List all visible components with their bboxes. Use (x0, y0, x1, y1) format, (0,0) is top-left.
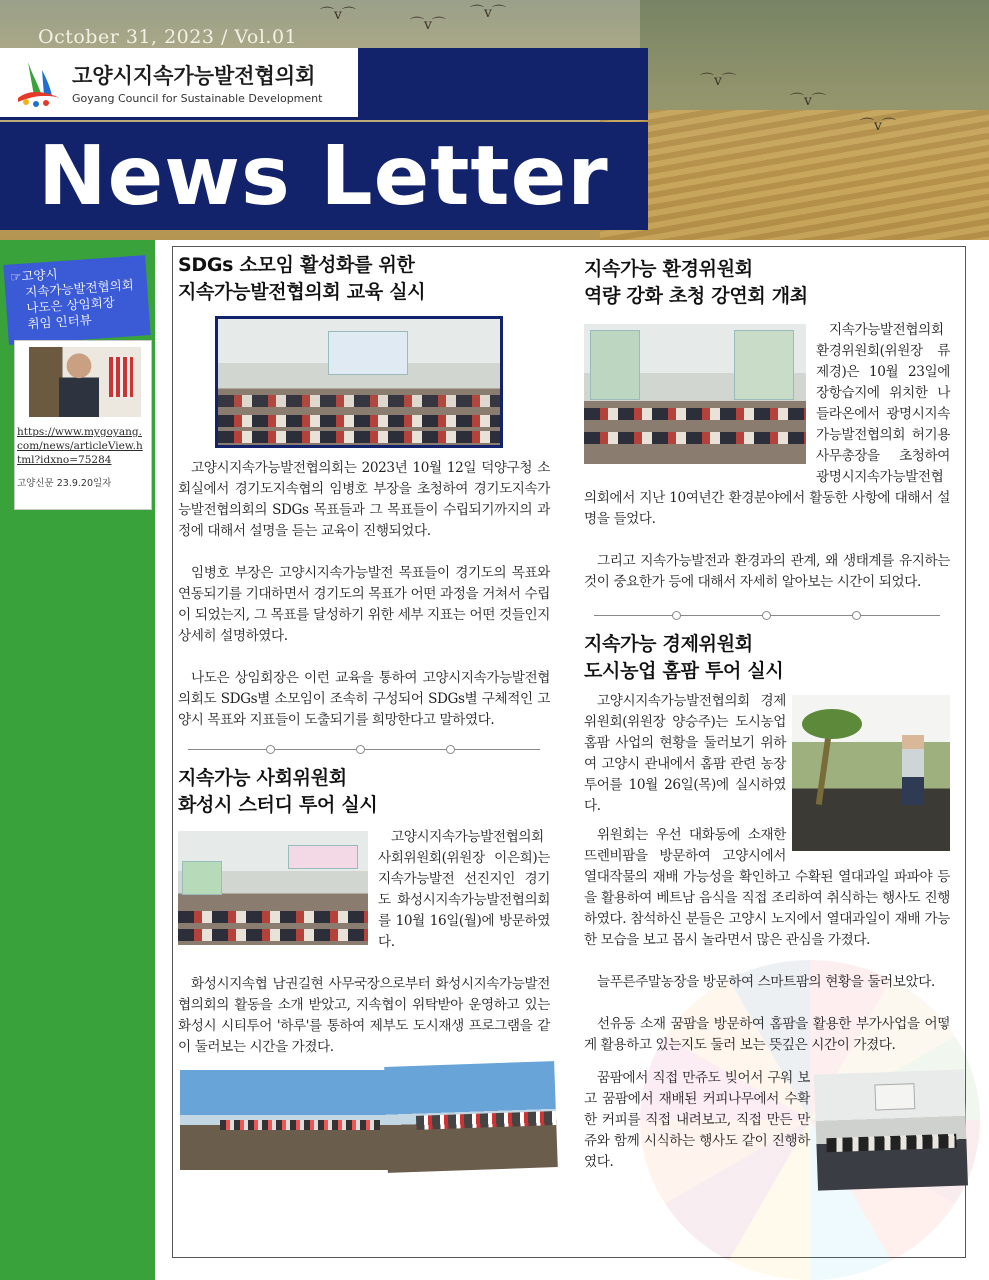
article-title (178, 252, 550, 306)
article-paragraph: 그리고 지속가능발전과 환경과의 관계, 왜 생태계를 유지하는 것이 중요한가 등에 대해서 자세히 알아보는 시간이 되었다. (584, 553, 950, 590)
article-paragraph: 늘푸른주말농장을 방문하여 스마트팜의 현황을 둘러보았다. (597, 974, 935, 990)
tag-line: 취임 인터뷰 (27, 312, 93, 332)
left-column (178, 252, 550, 1170)
article-title (584, 256, 950, 310)
interview-source: 고양신문 23.9.20일자 (17, 478, 112, 489)
article-paragraph: 꿈팜에서 직접 만쥬도 빚어서 구워 보고 꿈팜에서 재배된 커피나무에서 수확한 커피를 직접 내려보고, 직접 만든 만쥬와 함께 시식하는 행사도 같이 진행하였다. (584, 1070, 810, 1170)
lecture-photo (584, 324, 806, 464)
title-line: 지속가능 경제위원회 (584, 633, 753, 655)
audience-row (178, 911, 368, 923)
bird-icon: ⌒v⌒ (320, 7, 356, 23)
tag-line: 나도은 상임회장 (25, 294, 116, 316)
interview-link[interactable]: https://www.mygoyang.com/news/articleView.html?idxno=75284 (17, 426, 143, 466)
bird-icon: ⌒v⌒ (860, 118, 896, 134)
audience-row (178, 929, 368, 941)
presentation-screen (182, 861, 222, 895)
right-column (584, 256, 950, 1192)
section-divider (584, 609, 950, 621)
person-image (59, 353, 99, 417)
audience-row (218, 395, 500, 407)
interview-box (14, 340, 152, 510)
article-paragraph: 화성시지속협 남권길현 사무국장으로부터 화성시지속가능발전협의회의 활동을 소개 받았고, 지속협이 위탁받아 운영하고 있는 화성시 시티투어 '하루'를 통하여 제부도 도시재생 프로그램을 같이 둘러보는 시간을 가졌다. (178, 976, 550, 1055)
council-logo-icon (12, 56, 66, 110)
article-paragraph: 지속가능발전협의회 환경위원회(위원장 류제경)은 10월 23일에 장항습지에 위치한 나들라온에서 광명시지속가능발전협의회 허기용 사무총장을 초청하여 광명시지속가능발전협의회에서 지난 10여년간 환경분야에서 활동한 사항에 대해서 설명을 들었다. (584, 322, 950, 527)
newsletter-title: News Letter (38, 128, 609, 224)
title-line: 역량 강화 초청 강연회 개최 (584, 285, 808, 307)
interview-photo (29, 347, 141, 417)
article-paragraph: 선유동 소재 꿈팜을 방문하여 홈팜을 활용한 부가사업을 어떻게 활용하고 있는지도 둘러 보는 뜻깊은 시간이 가졌다. (584, 1016, 950, 1053)
title-line: 지속가능발전협의회 교육 실시 (178, 281, 426, 303)
window (734, 330, 794, 400)
issue-date: October 31, 2023 / Vol.01 (38, 26, 298, 48)
article-paragraph: 임병호 부장은 고양시지속가능발전 목표들이 경기도의 목표와 연동되기를 기대하면서 경기도의 목표가 어떤 과정을 거쳐서 수립이 되었는지, 그 목표를 달성하기 위한 세부 지표는 어떤 것들인지 상세히 설명하였다. (178, 565, 550, 644)
org-name-kr: 고양시지속가능발전협의회 (72, 64, 316, 88)
bird-icon: ⌒v⌒ (410, 17, 446, 33)
audience-row (584, 432, 806, 444)
header-band (358, 48, 648, 120)
article-paragraph: 고양시지속가능발전협의회 경제위원회(위원장 양승주)는 도시농업 홈팜 사업의 현황을 둘러보기 위하여 고양시 관내에서 홈팜 관련 농장 투어를 10월 26일(목)에 실시하였다. (584, 693, 786, 814)
title-line: 화성시 스터디 투어 실시 (178, 794, 378, 816)
article-paragraph: 고양시지속가능발전협의회는 2023년 10월 12일 덕양구청 소회실에서 경기도지속협의 임병호 부장을 초청하여 경기도지속가능발전협의회의 SDGs 목표들과 그 목표들이 수립되기까지의 과정에 대해서 설명을 듣는 교육이 진행되었다. (178, 460, 550, 539)
title-band (0, 122, 648, 230)
bird-icon: ⌒v⌒ (700, 73, 736, 89)
coffee-tasting-photo (814, 1069, 968, 1190)
title-line: 도시농업 홈팜 투어 실시 (584, 660, 784, 682)
article-title (178, 765, 550, 819)
window (590, 330, 640, 400)
section-divider (178, 743, 550, 755)
article-paragraph: 위원회는 우선 대화동에 소재한 뜨렌비팜을 방문하여 고양시에서 열대작물의 재배 가능성을 확인하고 수확된 열대과일 파파야 등을 활용하여 베트남 음식을 직접 조리하여 취식하는 행사도 진행하였다. 참석하신 분들은 고양시 노지에서 열대과일이 재배 가능한 모습을 보고 몹시 놀라면서 많은 관심을 가졌다. (584, 827, 950, 948)
title-line: SDGs 소모임 활성화를 위한 (178, 254, 415, 276)
title-line: 지속가능 사회위원회 (178, 767, 347, 789)
bird-icon: ⌒v⌒ (470, 5, 506, 21)
papaya-farm-photo (792, 695, 950, 851)
seminar-photo (215, 316, 503, 448)
bird-icon: ⌒v⌒ (790, 93, 826, 109)
shelf-image (109, 357, 133, 397)
org-name-en: Goyang Council for Sustainable Development (72, 92, 323, 105)
org-logo (0, 48, 358, 120)
audience-row (584, 408, 806, 420)
article-paragraph: 나도은 상임회장은 이런 교육을 통하여 고양시지속가능발전협의회도 SDGs별 소모임이 조속히 구성되어 SDGs별 구체적인 고양시 목표와 지표들이 도출되기를 희망한다고 말하였다. (178, 670, 550, 728)
tag-line: ☞고양시 (9, 266, 59, 285)
tour-photo-2 (384, 1061, 558, 1173)
audience-row (218, 415, 500, 427)
banner (288, 845, 358, 869)
title-line: 지속가능 환경위원회 (584, 258, 753, 280)
study-tour-photo (178, 831, 368, 945)
article-paragraph: 고양시지속가능발전협의회 사회위원회(위원장 이은희)는 지속가능발전 선진지인 경기도 화성시지속가능발전협의회를 10월 16일(월)에 방문하였다. (378, 829, 550, 950)
projector-screen (328, 331, 408, 375)
article-title (584, 631, 950, 685)
audience-row (218, 431, 500, 443)
tag-line: 지속가능발전협의회 (24, 277, 135, 300)
tour-photo-1 (180, 1070, 388, 1170)
interview-tag (3, 255, 150, 345)
hero-field (600, 110, 989, 240)
